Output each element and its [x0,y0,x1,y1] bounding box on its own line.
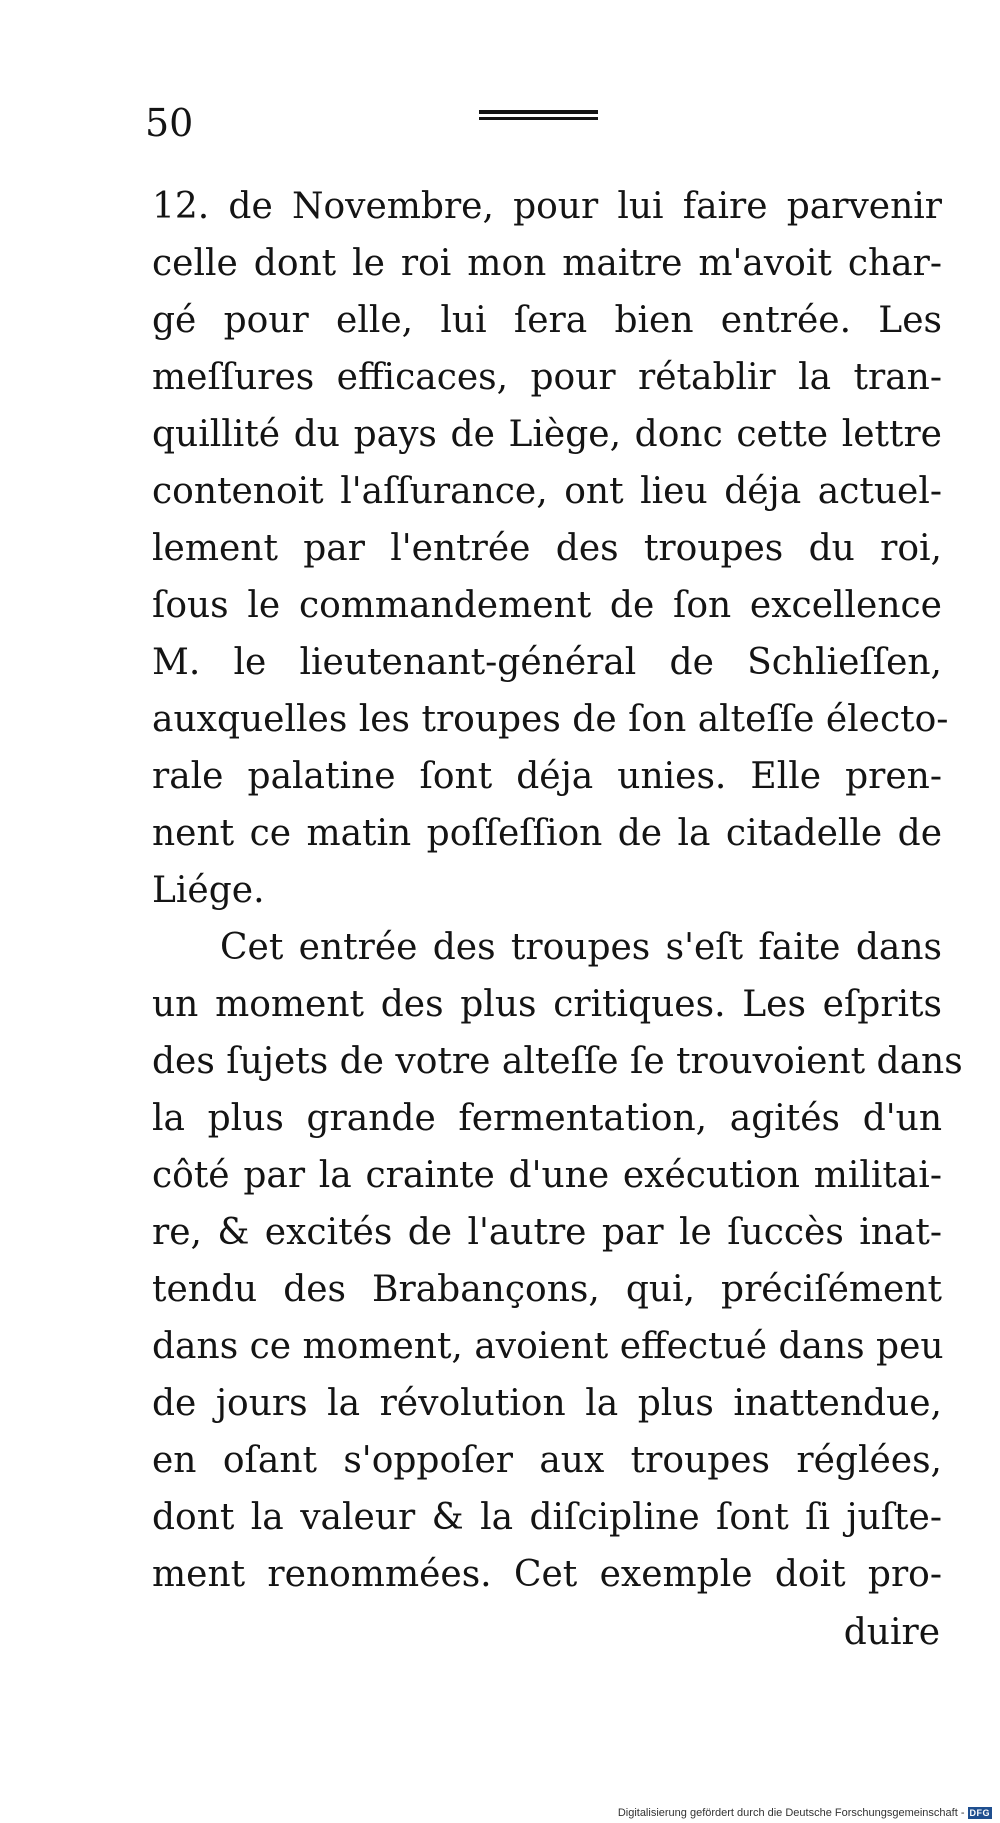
text-line: ſous le commandement de ſon excellence [152,585,942,626]
text-line: de jours la révolution la plus inattendue, [152,1383,942,1424]
text-line: re, & excités de l'autre par le ſuccès inat- [152,1212,942,1253]
body-text [152,178,963,1603]
text-line: 12. de Novembre, pour lui faire parvenir [152,186,942,227]
paragraph [152,919,963,1603]
text-line: celle dont le roi mon maitre m'avoit char- [152,243,942,284]
page-number: 50 [145,101,194,145]
text-line: gé pour elle, lui ſera bien entrée. Les [152,300,942,341]
text-line: dans ce moment, avoient effectué dans peu [152,1326,944,1367]
credit-text: Digitalisierung gefördert durch die Deutsche Forschungsgemeinschaft - [617,1807,965,1819]
digitization-credit [618,1807,992,1819]
text-line: lement par l'entrée des troupes du roi, [152,528,942,569]
text-line: la plus grande fermentation, agités d'un [152,1098,942,1139]
text-line: nent ce matin poſſeſſion de la citadelle de [152,813,942,854]
text-line: M. le lieutenant-général de Schlieſſen, [152,642,942,683]
text-line: Liége. [152,870,265,911]
header-ornament [479,110,598,123]
text-line: auxquelles les troupes de ſon alteſſe électo- [152,699,949,740]
text-line: meſſures efficaces, pour rétablir la tran- [152,357,942,398]
catchword: duire [843,1612,940,1653]
text-line: quillité du pays de Liège, donc cette lettre [152,414,942,455]
dfg-logo: DFG [969,1808,990,1818]
paragraph [152,178,949,919]
ornament-rule [479,110,598,114]
ornament-rule [479,117,598,120]
text-line: dont la valeur & la diſcipline ſont ſi juſte- [152,1497,942,1538]
text-line: côté par la crainte d'une exécution militai- [152,1155,942,1196]
text-line: des ſujets de votre alteſſe ſe trouvoient dans [152,1041,963,1082]
text-line: rale palatine ſont déja unies. Elle pren- [152,756,942,797]
text-line: Cet entrée des troupes s'eſt faite dans [220,927,942,968]
text-line: un moment des plus critiques. Les eſprits [152,984,942,1025]
text-line: contenoit l'aſſurance, ont lieu déja actuel- [152,471,942,512]
text-line: tendu des Brabançons, qui, préciſément [152,1269,942,1310]
text-line: ment renommées. Cet exemple doit pro- [152,1554,942,1595]
text-line: en oſant s'oppoſer aux troupes réglées, [152,1440,942,1481]
